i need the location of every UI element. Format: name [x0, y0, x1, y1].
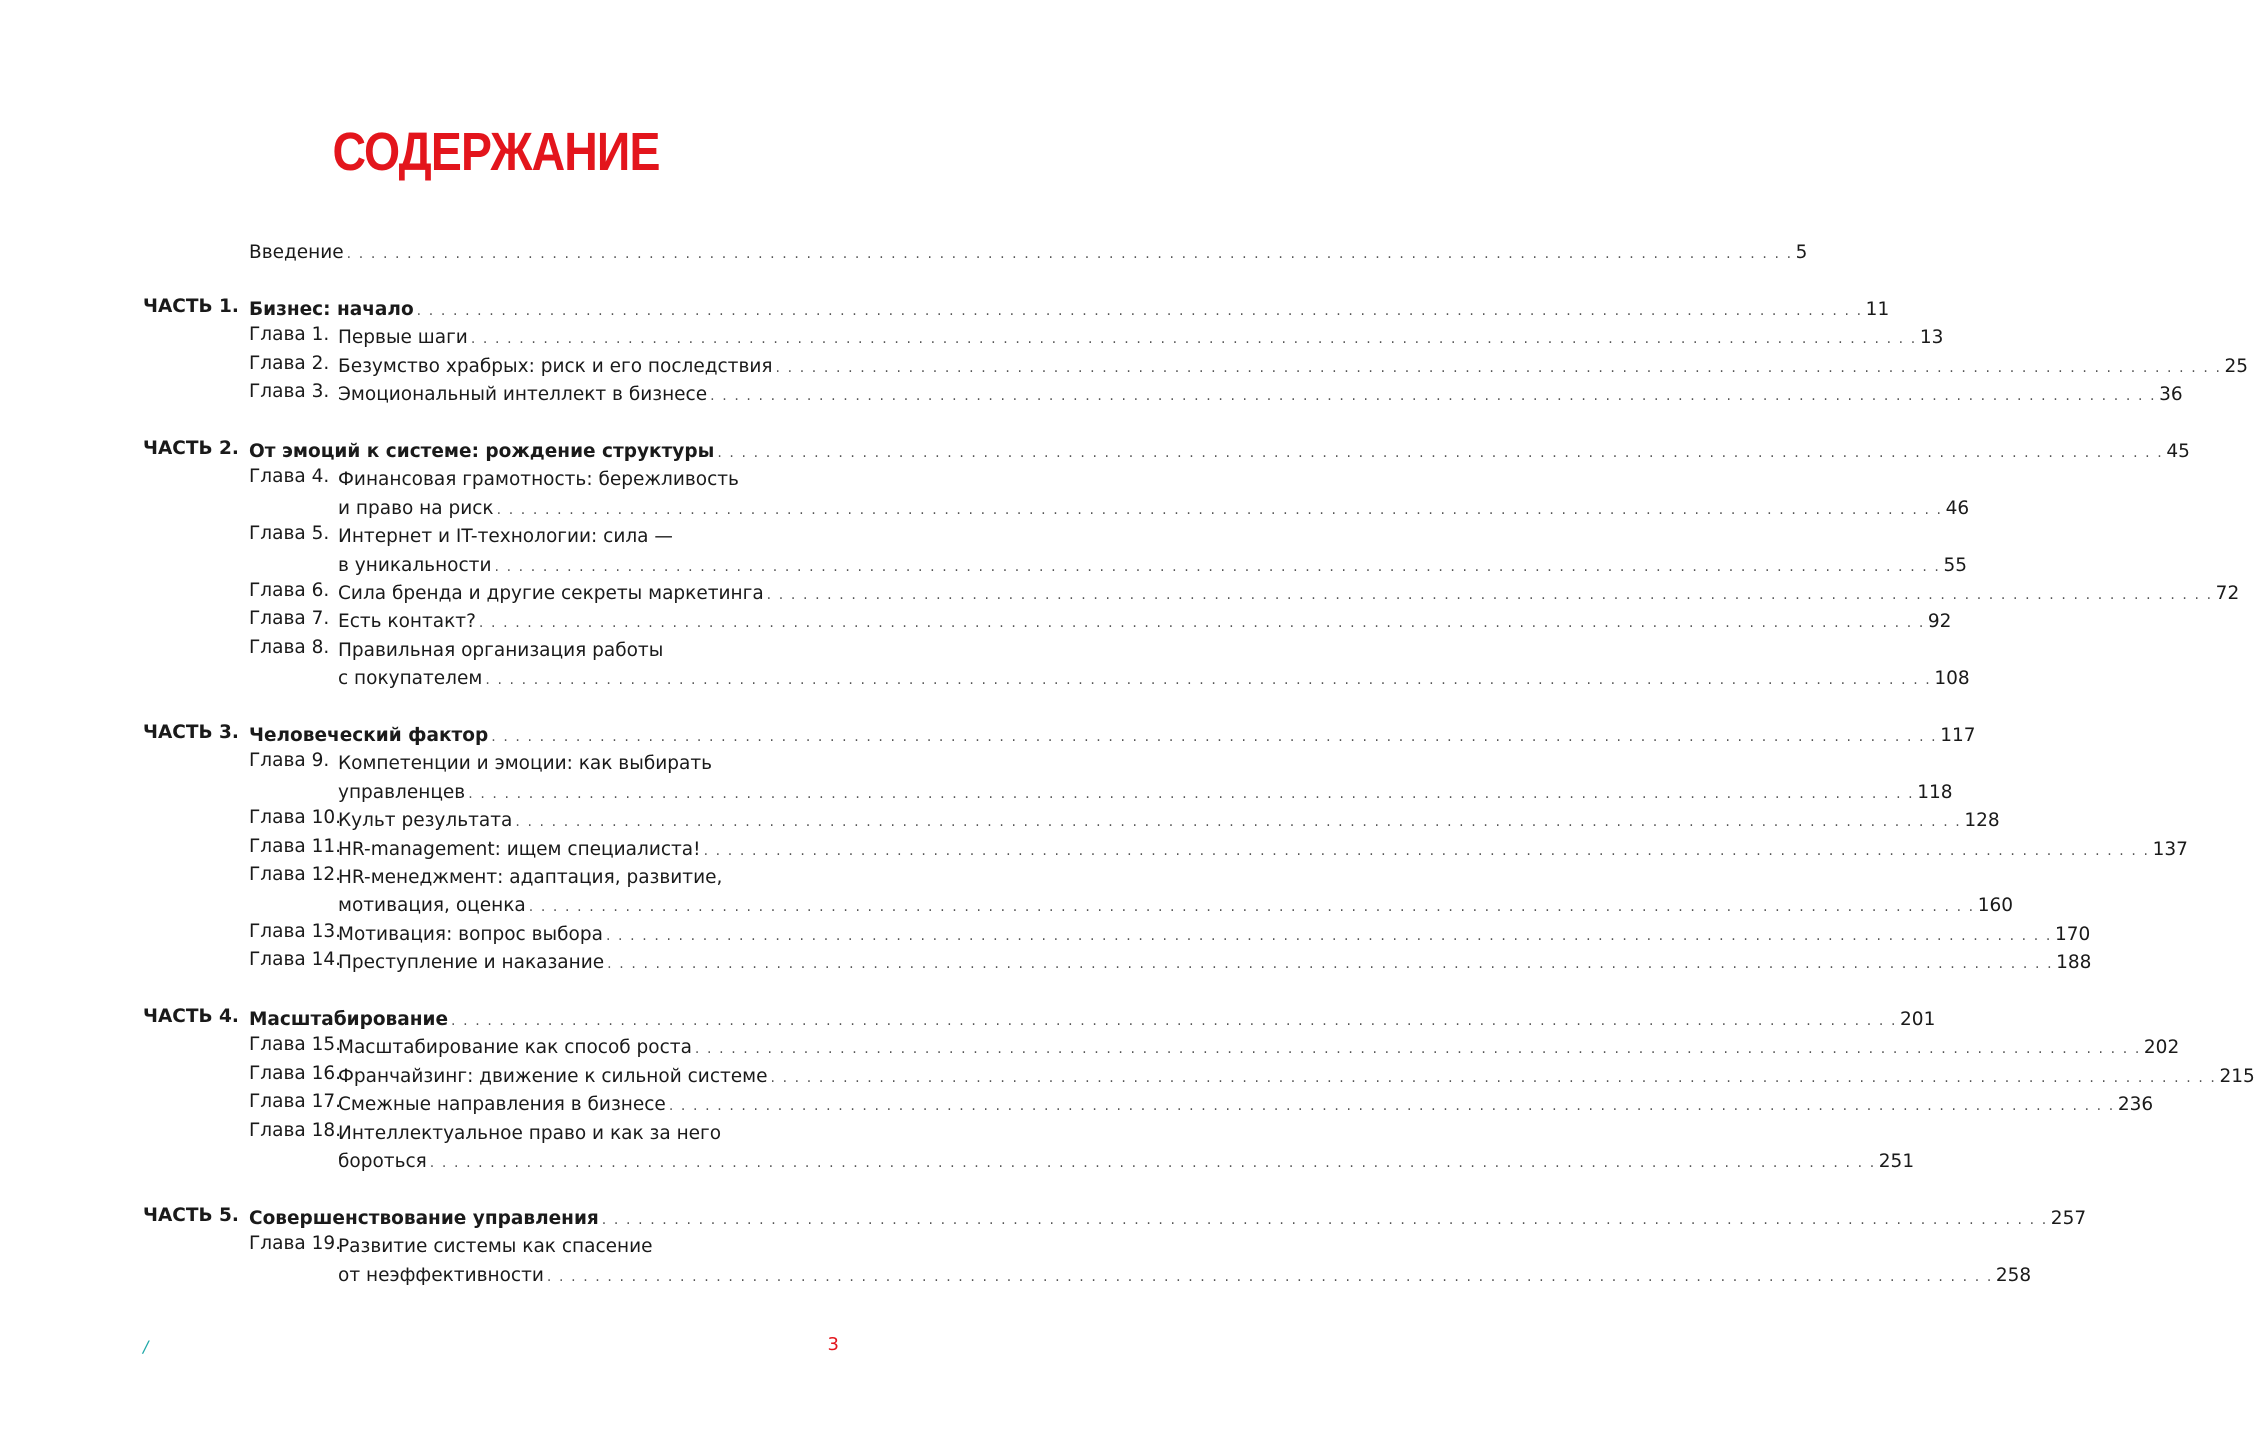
dot-leader: . . . . . . . . . . . . . . . . . . . . . . . . . . . . . . . . . . . . . . . . . . . . . . . . . . . . . . . . . . . . . . . . . . . . . . . . . . . . . . . . . . . . . . . . . . . . . . . . . . . . . . . . . . . . . . . . . . . . . . . .	[478, 615, 1925, 632]
toc-chapter[interactable]	[338, 495, 1970, 523]
toc-chapter[interactable]	[338, 552, 1968, 580]
part-label: ЧАСТЬ 3.	[143, 722, 239, 743]
toc-chapter[interactable]	[338, 608, 1952, 636]
chapter-label: Глава 16.	[249, 1062, 341, 1084]
toc-chapter-page: 188	[2056, 952, 2092, 974]
toc-chapter-title: от неэффективности	[338, 1264, 544, 1286]
dot-leader: . . . . . . . . . . . . . . . . . . . . . . . . . . . . . . . . . . . . . . . . . . . . . . . . . . . . . . . . . . . . . . . . . . . . . . . . . . . . . . . . . . . . . . . . . . . . . . . . . . . . . . . . . . . . . . . . . . . . . . . .	[710, 388, 2157, 405]
dot-leader: . . . . . . . . . . . . . . . . . . . . . . . . . . . . . . . . . . . . . . . . . . . . . . . . . . . . . . . . . . . . . . . . . . . . . . . . . . . . . . . . . . . . . . . . . . . . . . . . . . . . . . . . . . . . . . . . . . . . . . . .	[346, 246, 1793, 262]
toc-chapter[interactable]	[338, 779, 1953, 807]
toc-part-page: 257	[2050, 1207, 2087, 1229]
toc-chapter-title: управленцев	[338, 781, 466, 803]
dot-leader: . . . . . . . . . . . . . . . . . . . . . . . . . . . . . . . . . . . . . . . . . . . . . . . . . . . . . . . . . . . . . . . . . . . . . . . . . . . . . . . . . . . . . . . . . . . . . . . . . . . . . . . . . . . . . . . . . . . . . . . .	[468, 785, 1915, 802]
chapter-label: Глава 18.	[249, 1119, 341, 1141]
chapter-title-line: Интеллектуальное право и как за него	[338, 1122, 722, 1144]
dot-leader: . . . . . . . . . . . . . . . . . . . . . . . . . . . . . . . . . . . . . . . . . . . . . . . . . . . . . . . . . . . . . . . . . . . . . . . . . . . . . . . . . . . . . . . . . . . . . . . . . . . . . . . . . . . . . . . . . . . . . . . .	[528, 899, 1975, 916]
toc-part-page: 117	[1940, 725, 1976, 746]
toc-chapter-page: 215	[2219, 1065, 2255, 1087]
toc-intro-title: Введение	[249, 242, 344, 263]
chapter-label: Глава 7.	[249, 608, 330, 630]
toc-chapter[interactable]	[338, 580, 2240, 608]
chapter-label: Глава 3.	[249, 381, 330, 403]
toc-chapter[interactable]	[338, 1034, 2180, 1062]
toc-part-title: От эмоций к системе: рождение структуры	[249, 441, 715, 462]
toc-chapter-title: Смежные направления в бизнесе	[338, 1094, 666, 1116]
dot-leader: . . . . . . . . . . . . . . . . . . . . . . . . . . . . . . . . . . . . . . . . . . . . . . . . . . . . . . . . . . . . . . . . . . . . . . . . . . . . . . . . . . . . . . . . . . . . . . . . . . . . . . . . . . . . . . . . . . . . . . . .	[766, 587, 2213, 603]
dot-leader: . . . . . . . . . . . . . . . . . . . . . . . . . . . . . . . . . . . . . . . . . . . . . . . . . . . . . . . . . . . . . . . . . . . . . . . . . . . . . . . . . . . . . . . . . . . . . . . . . . . . . . . . . . . . . . . . . . . . . . . .	[429, 1155, 1876, 1171]
part-label: ЧАСТЬ 4.	[143, 1006, 239, 1027]
dot-leader: . . . . . . . . . . . . . . . . . . . . . . . . . . . . . . . . . . . . . . . . . . . . . . . . . . . . . . . . . . . . . . . . . . . . . . . . . . . . . . . . . . . . . . . . . . . . . . . . . . . . . . . . . . . . . . . . . . . . . . . .	[416, 303, 1863, 319]
toc-part-title: Совершенствование управления	[249, 1207, 599, 1229]
toc-chapter[interactable]	[338, 921, 2091, 949]
toc-chapter-title: мотивация, оценка	[338, 895, 526, 917]
chapter-label: Глава 5.	[249, 523, 330, 545]
dot-leader: . . . . . . . . . . . . . . . . . . . . . . . . . . . . . . . . . . . . . . . . . . . . . . . . . . . . . . . . . . . . . . . . . . . . . . . . . . . . . . . . . . . . . . . . . . . . . . . . . . . . . . . . . . . . . . . . . . . . . . . .	[694, 1041, 2141, 1058]
toc-chapter-page: 46	[1945, 497, 1970, 519]
chapter-label: Глава 9.	[249, 750, 330, 772]
toc-chapter[interactable]	[338, 949, 2092, 977]
toc-chapter[interactable]	[338, 381, 2183, 409]
toc-chapter-title: и право на риск	[338, 497, 494, 519]
toc-chapter-page: 258	[1995, 1264, 2032, 1286]
toc-part[interactable]	[249, 1006, 1936, 1034]
chapter-label: Глава 6.	[249, 580, 330, 601]
dot-leader: . . . . . . . . . . . . . . . . . . . . . . . . . . . . . . . . . . . . . . . . . . . . . . . . . . . . . . . . . . . . . . . . . . . . . . . . . . . . . . . . . . . . . . . . . . . . . . . . . . . . . . . . . . . . . . . . . . . . . . . .	[515, 814, 1962, 831]
toc-chapter-title: с покупателем	[338, 668, 483, 690]
chapter-label: Глава 17.	[249, 1091, 341, 1113]
dot-leader: . . . . . . . . . . . . . . . . . . . . . . . . . . . . . . . . . . . . . . . . . . . . . . . . . . . . . . . . . . . . . . . . . . . . . . . . . . . . . . . . . . . . . . . . . . . . . . . . . . . . . . . . . . . . . . . . . . . . . . . .	[485, 672, 1932, 689]
dot-leader: . . . . . . . . . . . . . . . . . . . . . . . . . . . . . . . . . . . . . . . . . . . . . . . . . . . . . . . . . . . . . . . . . . . . . . . . . . . . . . . . . . . . . . . . . . . . . . . . . . . . . . . . . . . . . . . . . . . . . . . .	[451, 1013, 1898, 1029]
toc-chapter-page: 92	[1927, 611, 1952, 633]
dot-leader: . . . . . . . . . . . . . . . . . . . . . . . . . . . . . . . . . . . . . . . . . . . . . . . . . . . . . . . . . . . . . . . . . . . . . . . . . . . . . . . . . . . . . . . . . . . . . . . . . . . . . . . . . . . . . . . . . . . . . . . .	[605, 927, 2052, 944]
part-label: ЧАСТЬ 5.	[143, 1204, 239, 1226]
dot-leader: . . . . . . . . . . . . . . . . . . . . . . . . . . . . . . . . . . . . . . . . . . . . . . . . . . . . . . . . . . . . . . . . . . . . . . . . . . . . . . . . . . . . . . . . . . . . . . . . . . . . . . . . . . . . . . . . . . . . . . . .	[668, 1098, 2115, 1115]
chapter-label: Глава 8.	[249, 636, 330, 658]
toc-part[interactable]	[249, 438, 2190, 466]
chapter-label: Глава 2.	[249, 352, 330, 374]
chapter-label: Глава 13.	[249, 920, 341, 942]
chapter-label: Глава 15.	[249, 1034, 341, 1056]
part-label: ЧАСТЬ 2.	[143, 438, 239, 459]
dot-leader: . . . . . . . . . . . . . . . . . . . . . . . . . . . . . . . . . . . . . . . . . . . . . . . . . . . . . . . . . . . . . . . . . . . . . . . . . . . . . . . . . . . . . . . . . . . . . . . . . . . . . . . . . . . . . . . . . . . . . . . .	[601, 1211, 2048, 1228]
dot-leader: . . . . . . . . . . . . . . . . . . . . . . . . . . . . . . . . . . . . . . . . . . . . . . . . . . . . . . . . . . . . . . . . . . . . . . . . . . . . . . . . . . . . . . . . . . . . . . . . . . . . . . . . . . . . . . . . . . . . . . . .	[775, 359, 2222, 376]
toc-chapter[interactable]	[338, 1091, 2154, 1119]
toc-chapter[interactable]	[338, 324, 1944, 352]
chapter-title-line: Правильная организация работы	[338, 639, 664, 661]
toc-chapter-title: HR-management: ищем специалиста!	[338, 838, 701, 860]
toc-chapter-page: 72	[2215, 583, 2240, 604]
toc-chapter[interactable]	[338, 1262, 2032, 1290]
chapter-label: Глава 12.	[249, 864, 341, 885]
dot-leader: . . . . . . . . . . . . . . . . . . . . . . . . . . . . . . . . . . . . . . . . . . . . . . . . . . . . . . . . . . . . . . . . . . . . . . . . . . . . . . . . . . . . . . . . . . . . . . . . . . . . . . . . . . . . . . . . . . . . . . . .	[546, 1268, 1993, 1285]
toc-part[interactable]	[249, 1205, 2087, 1233]
part-label: ЧАСТЬ 1.	[143, 296, 239, 317]
toc-chapter-page: 251	[1878, 1151, 1915, 1172]
chapter-label: Глава 10.	[249, 807, 341, 829]
toc-chapter[interactable]	[338, 892, 2014, 920]
toc-chapter-title: Эмоциональный интеллект в бизнесе	[338, 384, 708, 406]
toc-chapter[interactable]	[338, 1063, 2255, 1091]
toc-intro[interactable]	[249, 239, 1808, 267]
chapter-title-line: Финансовая грамотность: бережливость	[338, 469, 739, 491]
toc-chapter[interactable]	[338, 665, 1970, 693]
dot-leader: . . . . . . . . . . . . . . . . . . . . . . . . . . . . . . . . . . . . . . . . . . . . . . . . . . . . . . . . . . . . . . . . . . . . . . . . . . . . . . . . . . . . . . . . . . . . . . . . . . . . . . . . . . . . . . . . . . . . . . . .	[496, 501, 1943, 518]
chapter-title-line: Компетенции и эмоции: как выбирать	[338, 753, 713, 775]
dot-leader: . . . . . . . . . . . . . . . . . . . . . . . . . . . . . . . . . . . . . . . . . . . . . . . . . . . . . . . . . . . . . . . . . . . . . . . . . . . . . . . . . . . . . . . . . . . . . . . . . . . . . . . . . . . . . . . . . . . . . . . .	[491, 729, 1938, 745]
toc-chapter-title: в уникальности	[338, 554, 492, 576]
page-number: 3	[827, 1334, 839, 1355]
chapter-title-line: Интернет и IT-технологии: сила —	[338, 526, 673, 548]
dot-leader: . . . . . . . . . . . . . . . . . . . . . . . . . . . . . . . . . . . . . . . . . . . . . . . . . . . . . . . . . . . . . . . . . . . . . . . . . . . . . . . . . . . . . . . . . . . . . . . . . . . . . . . . . . . . . . . . . . . . . . . .	[770, 1069, 2217, 1086]
toc-chapter-page: 128	[1964, 810, 2000, 832]
chapter-label: Глава 11.	[249, 835, 341, 857]
dot-leader: . . . . . . . . . . . . . . . . . . . . . . . . . . . . . . . . . . . . . . . . . . . . . . . . . . . . . . . . . . . . . . . . . . . . . . . . . . . . . . . . . . . . . . . . . . . . . . . . . . . . . . . . . . . . . . . . . . . . . . . .	[717, 445, 2164, 461]
dot-leader: . . . . . . . . . . . . . . . . . . . . . . . . . . . . . . . . . . . . . . . . . . . . . . . . . . . . . . . . . . . . . . . . . . . . . . . . . . . . . . . . . . . . . . . . . . . . . . . . . . . . . . . . . . . . . . . . . . . . . . . .	[703, 842, 2150, 859]
toc-part-page: 201	[1900, 1009, 1936, 1030]
toc-chapter-title: Первые шаги	[338, 327, 468, 349]
toc-part[interactable]	[249, 722, 1976, 750]
toc-chapter-title: Безумство храбрых: риск и его последствия	[338, 355, 773, 377]
toc-intro-page: 5	[1795, 242, 1808, 263]
chapter-title-line: HR-менеджмент: адаптация, развитие,	[338, 867, 723, 888]
toc-chapter-page: 160	[1977, 895, 2014, 917]
toc-chapter-page: 55	[1943, 554, 1968, 576]
chapter-label: Глава 14.	[249, 949, 341, 971]
toc-chapter[interactable]	[338, 353, 2249, 381]
chapter-label: Глава 4.	[249, 466, 330, 488]
dot-leader: . . . . . . . . . . . . . . . . . . . . . . . . . . . . . . . . . . . . . . . . . . . . . . . . . . . . . . . . . . . . . . . . . . . . . . . . . . . . . . . . . . . . . . . . . . . . . . . . . . . . . . . . . . . . . . . . . . . . . . . .	[470, 331, 1917, 348]
dot-leader: . . . . . . . . . . . . . . . . . . . . . . . . . . . . . . . . . . . . . . . . . . . . . . . . . . . . . . . . . . . . . . . . . . . . . . . . . . . . . . . . . . . . . . . . . . . . . . . . . . . . . . . . . . . . . . . . . . . . . . . .	[607, 956, 2054, 973]
chapter-title-line: Развитие системы как спасение	[338, 1236, 653, 1258]
toc-part[interactable]	[249, 296, 1890, 324]
page-title: СОДЕРЖАНИЕ	[332, 122, 660, 182]
toc-chapter-title: Мотивация: вопрос выбора	[338, 923, 603, 945]
toc-chapter-title: Масштабирование как способ роста	[338, 1037, 692, 1059]
toc-chapter-page: 137	[2152, 838, 2188, 860]
toc-chapter-page: 13	[1919, 327, 1944, 349]
toc-part-title: Масштабирование	[249, 1009, 449, 1030]
toc-chapter-title: бороться	[338, 1151, 427, 1172]
toc-chapter-page: 25	[2224, 355, 2249, 377]
toc-chapter[interactable]	[338, 836, 2188, 864]
chapter-label: Глава 1.	[249, 324, 330, 346]
chapter-label: Глава 19.	[249, 1233, 341, 1255]
toc-chapter[interactable]	[338, 1148, 1915, 1176]
footer-slash: /	[143, 1337, 149, 1356]
toc-chapter-page: 108	[1934, 668, 1970, 690]
toc-part-page: 11	[1865, 299, 1890, 320]
toc-chapter-page: 36	[2159, 384, 2183, 406]
dot-leader: . . . . . . . . . . . . . . . . . . . . . . . . . . . . . . . . . . . . . . . . . . . . . . . . . . . . . . . . . . . . . . . . . . . . . . . . . . . . . . . . . . . . . . . . . . . . . . . . . . . . . . . . . . . . . . . . . . . . . . . .	[494, 558, 1941, 575]
toc-chapter-title: Преступление и наказание	[338, 952, 605, 974]
toc-chapter-title: Франчайзинг: движение к сильной системе	[338, 1065, 768, 1087]
toc-part-title: Бизнес: начало	[249, 299, 414, 320]
toc-chapter-title: Сила бренда и другие секреты маркетинга	[338, 583, 764, 604]
toc-chapter-title: Культ результата	[338, 810, 513, 832]
toc-chapter-page: 236	[2117, 1094, 2154, 1116]
toc-part-title: Человеческий фактор	[249, 725, 489, 746]
toc-chapter[interactable]	[338, 807, 2000, 835]
toc-chapter-page: 202	[2143, 1037, 2180, 1059]
toc-chapter-page: 170	[2054, 923, 2091, 945]
toc-chapter-title: Есть контакт?	[338, 611, 476, 633]
toc-chapter-page: 118	[1917, 781, 1953, 803]
toc-part-page: 45	[2166, 441, 2190, 462]
